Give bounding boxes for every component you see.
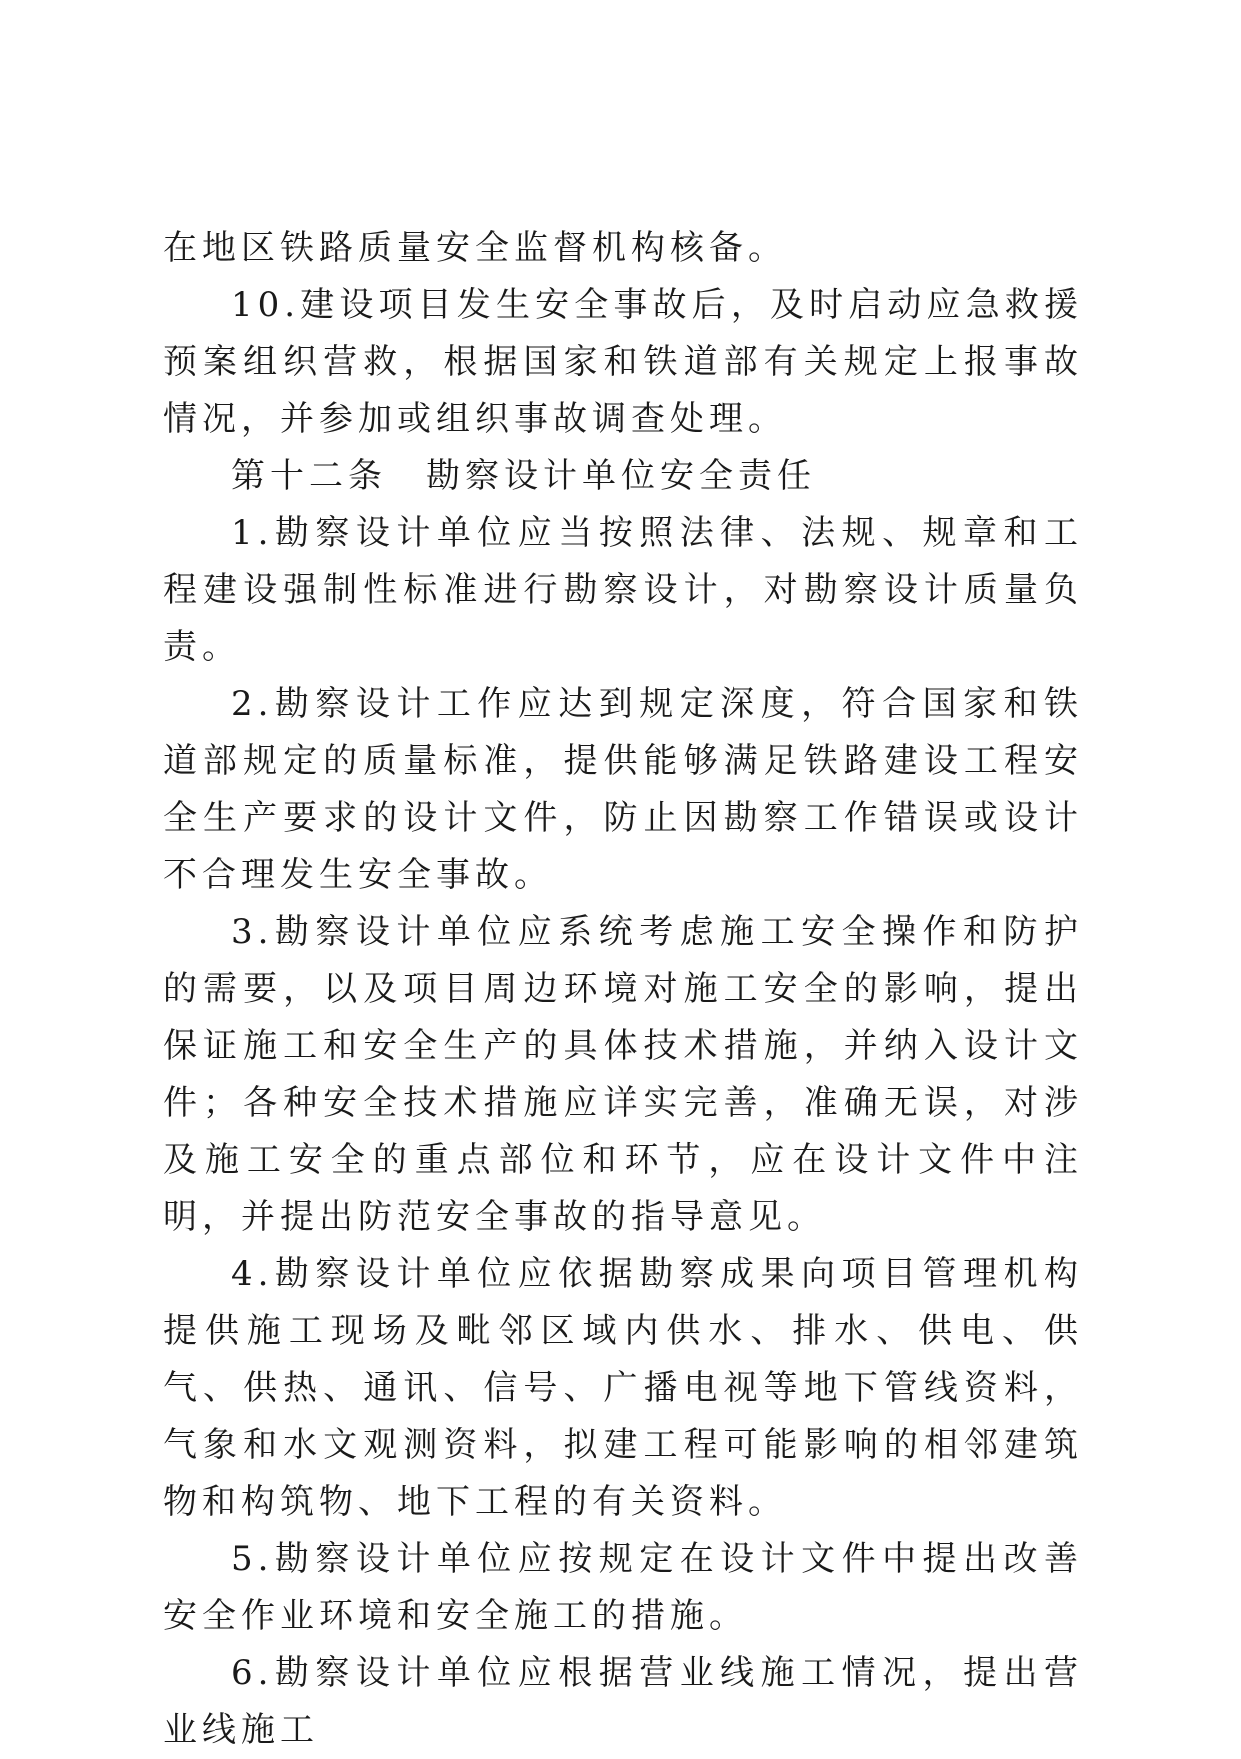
paragraph-item-1: 1.勘察设计单位应当按照法律、法规、规章和工程建设强制性标准进行勘察设计，对勘察设计质量负责。: [163, 513, 1083, 667]
paragraph-item-4: 4.勘察设计单位应依据勘察成果向项目管理机构提供施工现场及毗邻区域内供水、排水、供电、供气、供热、通讯、信号、广播电视等地下管线资料，气象和水文观测资料，拟建工程可能影响的相邻建筑物和构筑物、地下工程的有关资料。: [163, 1254, 1083, 1522]
paragraph-item-5: 5.勘察设计单位应按规定在设计文件中提出改善安全作业环境和安全施工的措施。: [163, 1539, 1083, 1636]
paragraph-continuation: 在地区铁路质量安全监督机构核备。: [163, 228, 787, 268]
article-heading-12: 第十二条 勘察设计单位安全责任: [231, 456, 816, 496]
paragraph-item-3: 3.勘察设计单位应系统考虑施工安全操作和防护的需要，以及项目周边环境对施工安全的影响，提出保证施工和安全生产的具体技术措施，并纳入设计文件；各种安全技术措施应详实完善，准确无误，对涉及施工安全的重点部位和环节，应在设计文件中注明，并提出防范安全事故的指导意见。: [163, 912, 1083, 1237]
paragraph-item-2: 2.勘察设计工作应达到规定深度，符合国家和铁道部规定的质量标准，提供能够满足铁路建设工程安全生产要求的设计文件，防止因勘察工作错误或设计不合理发生安全事故。: [163, 684, 1083, 895]
body-text: [163, 220, 1083, 1759]
paragraph-item-6: 6.勘察设计单位应根据营业线施工情况，提出营业线施工: [163, 1653, 1083, 1750]
paragraph-item-10: 10.建设项目发生安全事故后，及时启动应急救援预案组织营救，根据国家和铁道部有关规定上报事故情况，并参加或组织事故调查处理。: [163, 285, 1083, 439]
